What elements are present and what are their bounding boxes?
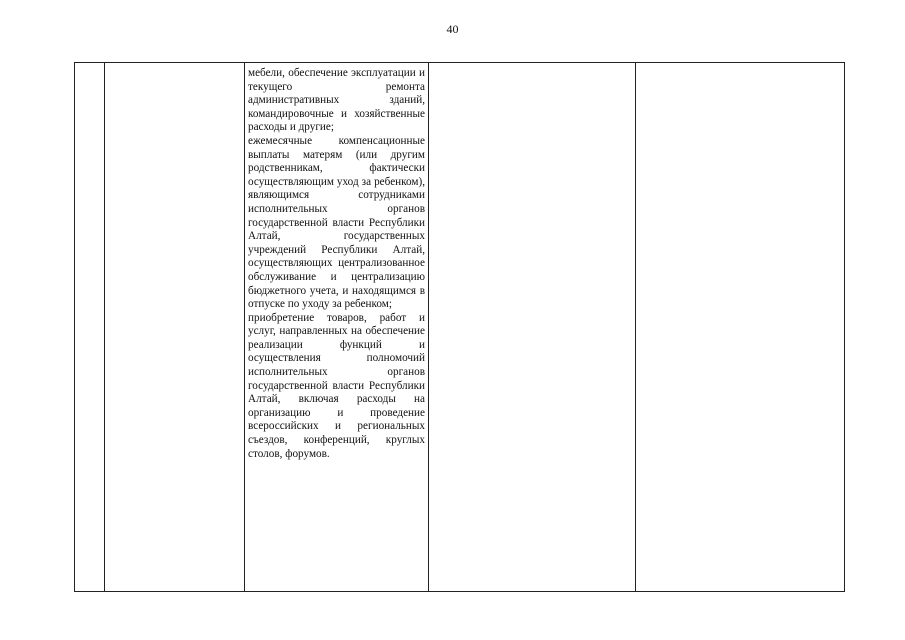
description-paragraph-1: мебели, обеспечение эксплуатации и текущего ремонта административных зданий, командировочные и хозяйственные расходы и другие;: [248, 67, 425, 134]
table-cell-index: [75, 63, 105, 592]
document-table: [74, 62, 845, 592]
table-cell-name: [105, 63, 245, 592]
table-cell-name-text: [105, 63, 244, 67]
table-cell-description: [245, 63, 429, 592]
table-cell-column-5-text: [636, 63, 844, 67]
table-cell-index-text: [75, 63, 104, 67]
table-cell-column-4: [429, 63, 636, 592]
table-row: [75, 63, 845, 592]
description-text: [245, 63, 428, 461]
table-cell-column-5: [636, 63, 845, 592]
description-paragraph-2: ежемесячные компенсационные выплаты матерям (или другим родственникам, фактически осуществляющим уход за ребенком), являющимся сотрудниками исполнительных органов государственной власти Республики Алтай, государственных учреждений Республики Алтай, осуществляющих централизованное обслуживание и централизацию бюджетного учета, и находящимся в отпуске по уходу за ребенком;: [248, 134, 425, 311]
description-paragraph-3: приобретение товаров, работ и услуг, направленных на обеспечение реализации функций и осуществления полномочий исполнительных органов государственной власти Республики Алтай, включая расходы на организацию и проведение всероссийских и региональных съездов, конференций, круглых столов, форумов.: [248, 311, 425, 460]
table-cell-column-4-text: [429, 63, 635, 67]
page-number: 40: [446, 22, 459, 36]
